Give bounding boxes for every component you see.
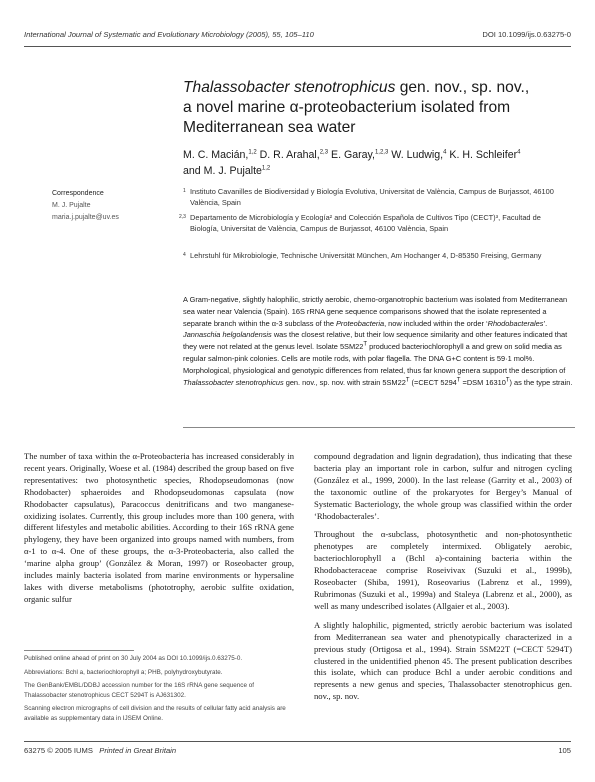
correspondence-heading: Correspondence	[52, 190, 104, 197]
journal-citation: International Journal of Systematic and Evolutionary Microbiology (2005), 55, 105–110	[24, 30, 314, 39]
body-paragraph: The number of taxa within the α-Proteobacteria has increased considerably in recent years. Originally, Woese et al. (1984) described the group based on five representatives: two photosynthetic species, Rhodopseudomonas (now Rhodobacter) sphaeroides and Rhodopseudomonas capsulata (now Rhodobacter capsulatus), Paracoccus denitrificans and two manganese-oxidizing isolates. Currently, this group includes more than 100 genera, with different lifestyles and metabolic abilities. According to their 16S rRNA gene phylogeny, they have been organized into groups named with numbers, from α-1 to α-4. One of these groups, the α-3-Proteobacteria, also called the ‘marine alpha group’ (González & Moran, 1997) or Roseobacter group, includes mainly bacteria isolated from marine environments or hypersaline lakes with diverse metabolisms (phototrophy, aerobic sulfite oxidation, organic sulfur	[24, 451, 294, 604]
affiliation-1	[183, 186, 568, 208]
footnote-published: Published online ahead of print on 30 July 2004 as DOI 10.1099/ijs.0.63275-0.	[24, 655, 243, 662]
body-paragraph: compound degradation and lignin degradation), thus indicating that these bacteria play an important role in carbon, sulfur and nitrogen cycling (González et al., 1999, 2000). In the last release (Garrity et al., 2003) of the taxonomic outline of the prokaryotes for Bergey’s Manual of Systematic Bacteriology, the whole group was classified within the order ‘Rhodobacterales’.	[314, 451, 572, 521]
author: D. R. Arahal,$^{2,3}$	[259, 149, 329, 161]
footnote-accession: The GenBank/EMBL/DDBJ accession number for the 16S rRNA gene sequence of Thalassobacter stenotrophicus CECT 5294T is AJ631302.	[24, 682, 254, 699]
header-rule	[24, 46, 571, 47]
body-paragraph: Throughout the α-subclass, photosynthetic and non-photosynthetic phenotypes are completely intermixed. Obligately aerobic, bacteriochlorophyll a (Bchl a)-containing bacteria within the Rhodobacteraceae comprise Roseivivax (Suzuki et al., 1999b), Roseobacter (Shiba, 1991), Roseovarius (Labrenz et al., 1999), Rubrimonas (Suzuki et al., 1999a) and Staleya (Labrenz et al., 2000), as well as many undescribed isolates (Allgaier et al., 2003).	[314, 529, 572, 611]
author: M. C. Macián,$^{1,2}$	[183, 149, 257, 161]
title-line-1-rest: gen. nov., sp. nov.,	[395, 79, 530, 96]
correspondence-block	[52, 188, 119, 224]
correspondence-name: M. J. Pujalte	[52, 202, 91, 209]
footer-printed: Printed in Great Britain	[99, 746, 177, 755]
title-line-3: Mediterranean sea water	[183, 118, 356, 136]
affiliation-text: Instituto Cavanilles de Biodiversidad y Biología Evolutiva, Universitat de València, Campus de Burjassot, 46100 València, Spain	[190, 187, 554, 208]
footnotes	[24, 654, 296, 727]
body-column-left	[24, 451, 294, 613]
page-number: 105	[558, 746, 571, 755]
author: K. H. Schleifer$^4$	[449, 149, 521, 161]
footer-rule	[24, 741, 571, 742]
doi-label[interactable]: DOI 10.1099/ijs.0.63275-0	[482, 30, 571, 39]
affiliation-text: Departamento de Microbiología y Ecología² and Colección Española de Cultivos Tipo (CECT)³, Facultad de Biología, Universitat de València, Campus de Burjassot, 46100 València, Spain	[190, 213, 541, 234]
body-paragraph: A slightly halophilic, pigmented, strictly aerobic bacterium was isolated from Mediterranean sea water and phenotypically characterized in a previous study (Ortigosa et al., 1994). Strain 5SM22T (=CECT 5294T) clustered in the unidentified phenon 45. The present publication describes this isolate, which can produce Bchl a under aerobic conditions and represents a new genus and species, Thalassobacter stenotrophicus gen. nov., sp. nov.	[314, 619, 572, 702]
affiliation-number: 1	[183, 188, 186, 194]
author: and M. J. Pujalte$^{1,2}$	[183, 165, 271, 177]
abstract: A Gram-negative, slightly halophilic, strictly aerobic, chemo-organotrophic bacterium was isolated from Mediterranean sea water near Valencia (Spain). 16S rRNA gene sequence comparisons showed that the isolate represented a separate branch within the α-3 subclass of the Proteobacteria, now included within the order ‘Rhodobacterales’. Jannaschia helgolandensis was the closest relative, but their low sequence similarity and other features indicated that they were not related at the genus level. Isolate $5SM22^T$ produced bacteriochlorophyll a and grew on solid media as regular salmon-pink colonies. Cells are motile rods, with polar flagella. The DNA G+C content is 59·1 mol%. Morphological, physiological and genotypic differences from related, thus far known genera support the description of Thalassobacter stenotrophicus gen. nov., sp. nov. with strain $5SM22^T$ (=CECT $5294^T =DSM$ $16310^T$) as the type strain.	[183, 295, 573, 387]
footnote-rule	[24, 650, 134, 651]
running-header	[24, 30, 571, 44]
footnote-abbreviations: Abbreviations: Bchl a, bacteriochlorophyll a; PHB, polyhydroxybutyrate.	[24, 668, 223, 676]
title-genus-species: Thalassobacter stenotrophicus	[183, 79, 396, 96]
author: W. Ludwig,$^4$	[391, 149, 447, 161]
footer-copyright: 63275 © 2005 IUMS Printed in Great Britain	[24, 746, 177, 755]
affiliation-number: 4	[183, 252, 186, 258]
affiliation-text: Lehrstuhl für Mikrobiologie, Technische Universität München, Am Hochanger 4, D-85350 Freising, Germany	[190, 251, 542, 260]
title-line-2: a novel marine α-proteobacterium isolated from	[183, 98, 511, 116]
affiliation-2	[179, 212, 568, 234]
abstract-rule	[183, 427, 575, 428]
author-list	[183, 147, 578, 179]
affiliation-number: 2,3	[179, 214, 186, 220]
article-title	[183, 78, 573, 137]
body-column-right	[314, 451, 572, 710]
correspondence-email[interactable]: maria.j.pujalte@uv.es	[52, 214, 119, 221]
footnote-supplementary: Scanning electron micrographs of cell division and the results of cellular fatty acid analysis are available as supplementary data in IJSEM Online.	[24, 705, 286, 722]
author: E. Garay,$^{1,2,3}$	[331, 149, 389, 161]
affiliation-3	[183, 250, 568, 261]
